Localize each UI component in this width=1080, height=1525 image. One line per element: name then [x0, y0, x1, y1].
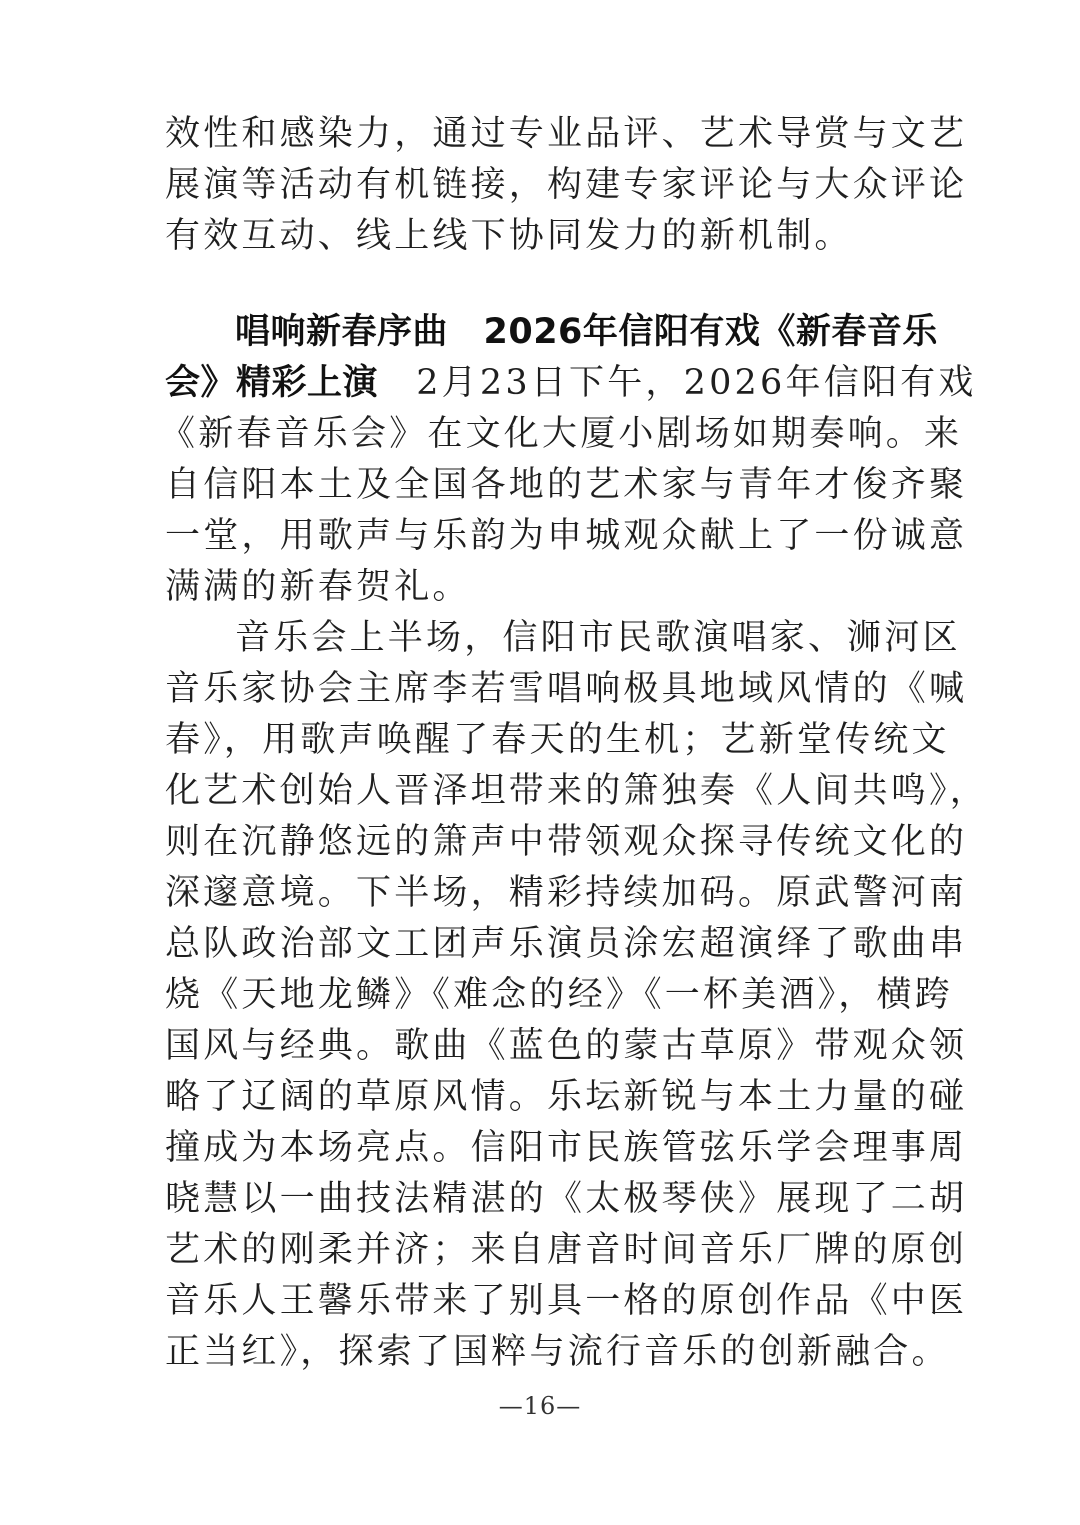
paragraph-line: 正当红》，探索了国粹与流行音乐的创新融合。	[165, 1332, 950, 1372]
paragraph-line: 自信阳本土及全国各地的艺术家与青年才俊齐聚	[165, 465, 968, 505]
paragraph-line: 国风与经典。歌曲《蓝色的蒙古草原》带观众领	[165, 1026, 968, 1066]
article-lead-text: 2月23日下午，2026年信阳有戏	[378, 363, 977, 403]
paragraph-line: 满满的新春贺礼。	[165, 567, 471, 607]
article-headline-continuation	[165, 357, 977, 409]
paragraph-line: 则在沉静悠远的箫声中带领观众探寻传统文化的	[165, 822, 968, 862]
paragraph-line: 晓慧以一曲技法精湛的《太极琴侠》展现了二胡	[165, 1179, 968, 1219]
paragraph-line: 音乐家协会主席李若雪唱响极具地域风情的《喊	[165, 669, 968, 709]
article-headline: 唱响新春序曲 2026年信阳有戏《新春音乐	[235, 312, 938, 352]
paragraph-line: 春》，用歌声唤醒了春天的生机；艺新堂传统文	[165, 720, 950, 760]
paragraph-line: 烧《天地龙鳞》《难念的经》《一杯美酒》，横跨	[165, 975, 953, 1015]
paragraph-line: 艺术的刚柔并济；来自唐音时间音乐厂牌的原创	[165, 1230, 968, 1270]
paragraph-line: 深邃意境。下半场，精彩持续加码。原武警河南	[165, 873, 968, 913]
page-number: —16—	[498, 1392, 582, 1420]
paragraph-line: 音乐人王馨乐带来了别具一格的原创作品《中医	[165, 1281, 968, 1321]
paragraph-line: 略了辽阔的草原风情。乐坛新锐与本土力量的碰	[165, 1077, 968, 1117]
article-headline-end: 会》精彩上演	[165, 363, 379, 403]
paragraph-line: 展演等活动有机链接，构建专家评论与大众评论	[165, 165, 968, 205]
paragraph-line: 一堂，用歌声与乐韵为申城观众献上了一份诚意	[165, 516, 968, 556]
paragraph-line: 总队政治部文工团声乐演员涂宏超演绎了歌曲串	[165, 924, 968, 964]
paragraph-line: 有效互动、线上线下协同发力的新机制。	[165, 216, 853, 256]
paragraph-line: 《新春音乐会》在文化大厦小剧场如期奏响。来	[160, 414, 963, 454]
paragraph-line: 效性和感染力，通过专业品评、艺术导赏与文艺	[165, 114, 968, 154]
paragraph-line: 化艺术创始人晋泽坦带来的箫独奏《人间共鸣》，	[165, 771, 988, 811]
paragraph-line: 音乐会上半场，信阳市民歌演唱家、浉河区	[235, 618, 961, 658]
paragraph-line: 撞成为本场亮点。信阳市民族管弦乐学会理事周	[165, 1128, 968, 1168]
